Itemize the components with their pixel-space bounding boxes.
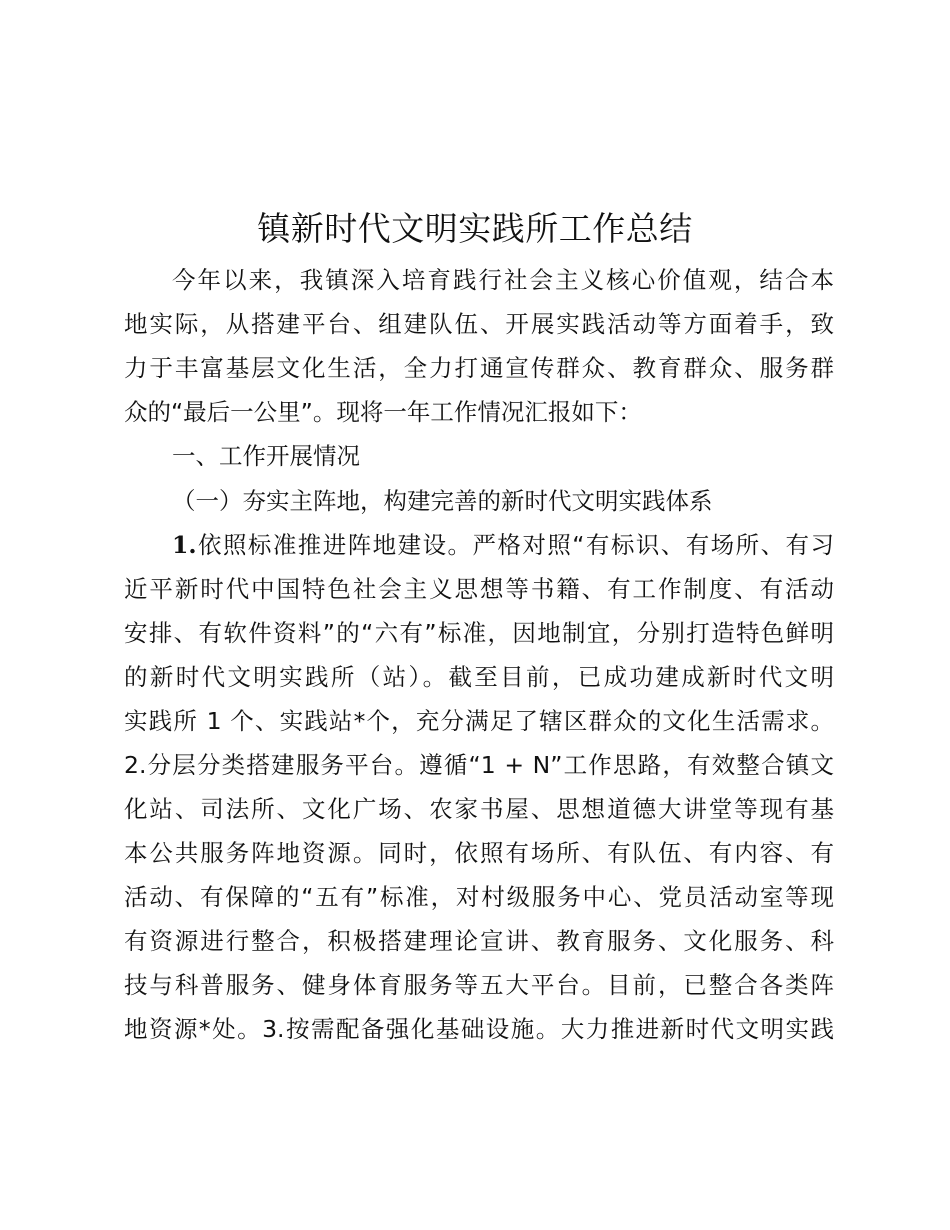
paragraph-line: 地资源*处。3.按需配备强化基础设施。大力推进新时代文明实践 (124, 1015, 834, 1043)
document-title: 镇新时代文明实践所工作总结 (257, 209, 693, 248)
paragraph-line: 安排、有软件资料”的“六有”标准，因地制宜，分别打造特色鲜明 (124, 619, 834, 647)
paragraph-line: 有资源进行整合，积极搭建理论宣讲、教育服务、文化服务、科 (124, 927, 834, 955)
paragraph-line: 今年以来，我镇深入培育践行社会主义核心价值观，结合本 (172, 266, 834, 294)
section-heading: 一、工作开展情况 (172, 442, 360, 470)
paragraph-line: 力于丰富基层文化生活，全力打通宣传群众、教育群众、服务群 (124, 354, 834, 382)
paragraph-line: 地实际，从搭建平台、组建队伍、开展实践活动等方面着手，致 (124, 310, 834, 338)
paragraph-line: 活动、有保障的“五有”标准，对村级服务中心、党员活动室等现 (124, 883, 834, 911)
paragraph-line: 2.分层分类搭建服务平台。遵循“1 + N”工作思路，有效整合镇文 (124, 751, 834, 779)
paragraph-line: 本公共服务阵地资源。同时，依照有场所、有队伍、有内容、有 (124, 839, 834, 867)
paragraph-line: 实践所 1 个、实践站*个，充分满足了辖区群众的文化生活需求。 (124, 707, 834, 735)
paragraph-line: 近平新时代中国特色社会主义思想等书籍、有工作制度、有活动 (124, 575, 834, 603)
paragraph-line: 化站、司法所、文化广场、农家书屋、思想道德大讲堂等现有基 (124, 795, 834, 823)
paragraph-line (172, 523, 834, 567)
paragraph-line: 的新时代文明实践所（站）。截至目前，已成功建成新时代文明 (124, 663, 834, 691)
item-text: 依照标准推进阵地建设。严格对照“有标识、有场所、有习 (196, 531, 834, 559)
item-number: 1. (172, 531, 197, 559)
subsection-heading: （一）夯实主阵地，构建完善的新时代文明实践体系 (172, 487, 713, 515)
paragraph-line: 技与科普服务、健身体育服务等五大平台。目前，已整合各类阵 (124, 971, 834, 999)
paragraph-line: 众的“最后一公里”。现将一年工作情况汇报如下： (124, 398, 642, 426)
